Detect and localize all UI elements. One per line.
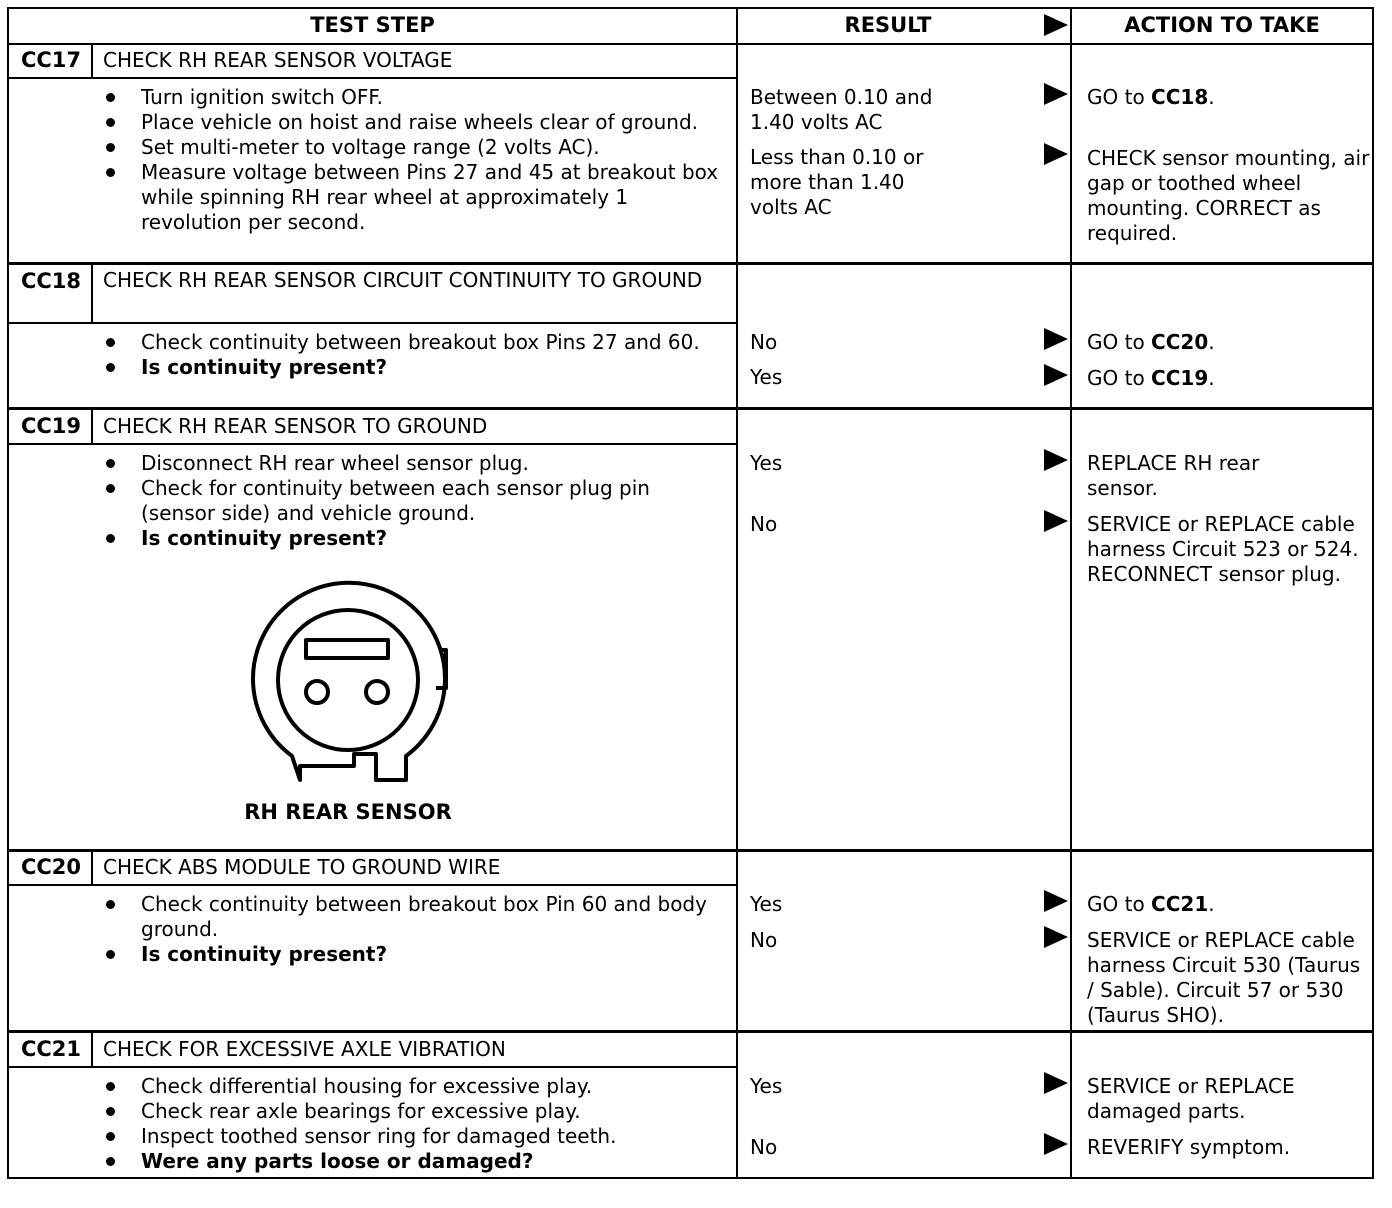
header-result: RESULT (844, 13, 932, 37)
result-arrow-icon (1044, 926, 1068, 948)
instruction-item: Place vehicle on hoist and raise wheels clear of ground. (104, 110, 724, 135)
result-text: Between 0.10 and 1.40 volts AC (750, 85, 933, 134)
rh-rear-sensor-diagram (230, 570, 470, 790)
sensor-pin-right (366, 681, 388, 703)
action-prefix: GO to (1087, 366, 1152, 390)
result-text: No (750, 928, 778, 952)
step-title-underline (7, 443, 737, 445)
instruction-item: Check continuity between breakout box Pins 27 and 60. (104, 330, 724, 355)
step-title: CHECK FOR EXCESSIVE AXLE VIBRATION (103, 1037, 506, 1061)
instruction-item: Measure voltage between Pins 27 and 45 at breakout box while spinning RH rear wheel at approximately 1 revolution per second. (104, 160, 724, 235)
step-title: CHECK RH REAR SENSOR CIRCUIT CONTINUITY TO GROUND (103, 268, 703, 292)
result-arrow-icon (1044, 328, 1068, 350)
instruction-item: Check differential housing for excessive play. (104, 1074, 724, 1099)
action-suffix: . (1208, 330, 1215, 354)
instruction-question: Were any parts loose or damaged? (104, 1149, 724, 1174)
step-code: CC20 (20, 855, 82, 879)
result-column-divider (736, 7, 738, 1179)
instruction-item: Inspect toothed sensor ring for damaged teeth. (104, 1124, 724, 1149)
action-text (1087, 330, 1377, 355)
step-code: CC18 (20, 269, 82, 293)
result-text: Less than 0.10 or more than 1.40 volts AC (750, 145, 924, 219)
action-prefix: GO to (1087, 892, 1152, 916)
result-arrow-icon (1044, 364, 1068, 386)
action-text (1087, 366, 1377, 391)
step-title-underline (7, 77, 737, 79)
result-text: Yes (750, 451, 783, 475)
instruction-question: Is continuity present? (104, 942, 724, 967)
step-instructions (104, 85, 724, 235)
action-text (1087, 892, 1377, 917)
table-left-border (7, 7, 9, 1179)
section-divider (7, 407, 1374, 410)
instruction-item: Set multi-meter to voltage range (2 volts AC). (104, 135, 724, 160)
result-arrow-icon (1044, 83, 1068, 105)
action-prefix: GO to (1087, 330, 1152, 354)
action-column-divider (1070, 7, 1072, 1179)
instruction-item: Disconnect RH rear wheel sensor plug. (104, 451, 724, 476)
action-step-ref: CC18 (1151, 85, 1209, 109)
step-instructions (104, 892, 724, 967)
step-title-underline (7, 1066, 737, 1068)
action-text: REPLACE RH rear sensor. (1087, 451, 1260, 500)
result-text: No (750, 512, 778, 536)
instruction-question: Is continuity present? (104, 355, 724, 380)
action-prefix: GO to (1087, 85, 1152, 109)
result-text: Yes (750, 365, 783, 389)
action-suffix: . (1208, 892, 1215, 916)
result-arrow-icon (1044, 1133, 1068, 1155)
result-arrow-icon (1044, 143, 1068, 165)
action-suffix: . (1208, 366, 1215, 390)
sensor-pin-left (306, 681, 328, 703)
step-title-underline (7, 322, 737, 324)
action-text: SERVICE or REPLACE cable harness Circuit 523 or 524. RECONNECT sensor plug. (1087, 512, 1359, 586)
result-text: No (750, 1135, 778, 1159)
result-text: Yes (750, 892, 783, 916)
section-divider (7, 849, 1374, 852)
action-text: CHECK sensor mounting, air gap or toothed wheel mounting. CORRECT as required. (1087, 146, 1370, 245)
sensor-inner-face (278, 610, 418, 750)
step-title: CHECK ABS MODULE TO GROUND WIRE (103, 855, 501, 879)
result-arrow-icon (1044, 449, 1068, 471)
action-text: REVERIFY symptom. (1087, 1135, 1291, 1159)
action-text (1087, 85, 1377, 110)
header-arrow-icon (1044, 14, 1068, 36)
result-arrow-icon (1044, 510, 1068, 532)
result-text: Yes (750, 1074, 783, 1098)
action-text: SERVICE or REPLACE cable harness Circuit 530 (Taurus / Sable). Circuit 57 or 530 (Taurus SHO). (1087, 928, 1361, 1027)
instruction-item: Check continuity between breakout box Pin 60 and body ground. (104, 892, 724, 942)
step-title: CHECK RH REAR SENSOR TO GROUND (103, 414, 488, 438)
result-text: No (750, 330, 778, 354)
step-instructions (104, 330, 724, 380)
table-bottom-border (7, 1177, 1374, 1179)
instruction-item: Check rear axle bearings for excessive play. (104, 1099, 724, 1124)
instruction-question: Is continuity present? (104, 526, 724, 551)
step-code: CC21 (20, 1037, 82, 1061)
step-instructions (104, 1074, 724, 1174)
step-code: CC19 (20, 414, 82, 438)
action-step-ref: CC20 (1151, 330, 1209, 354)
header-action: ACTION TO TAKE (1124, 13, 1320, 37)
sensor-key-slot (306, 640, 388, 658)
step-instructions (104, 451, 724, 551)
table-top-border (7, 7, 1374, 9)
step-title: CHECK RH REAR SENSOR VOLTAGE (103, 48, 453, 72)
result-arrow-icon (1044, 1072, 1068, 1094)
step-code: CC17 (20, 48, 82, 72)
section-divider (7, 262, 1374, 265)
action-step-ref: CC19 (1151, 366, 1209, 390)
action-suffix: . (1208, 85, 1215, 109)
header-test-step: TEST STEP (310, 13, 435, 37)
action-text: SERVICE or REPLACE damaged parts. (1087, 1074, 1295, 1123)
section-divider (7, 1030, 1374, 1033)
instruction-item: Turn ignition switch OFF. (104, 85, 724, 110)
result-arrow-icon (1044, 890, 1068, 912)
sensor-figure-caption: RH REAR SENSOR (244, 800, 452, 824)
action-step-ref: CC21 (1151, 892, 1209, 916)
instruction-item: Check for continuity between each sensor plug pin (sensor side) and vehicle ground. (104, 476, 724, 526)
step-title-underline (7, 884, 737, 886)
